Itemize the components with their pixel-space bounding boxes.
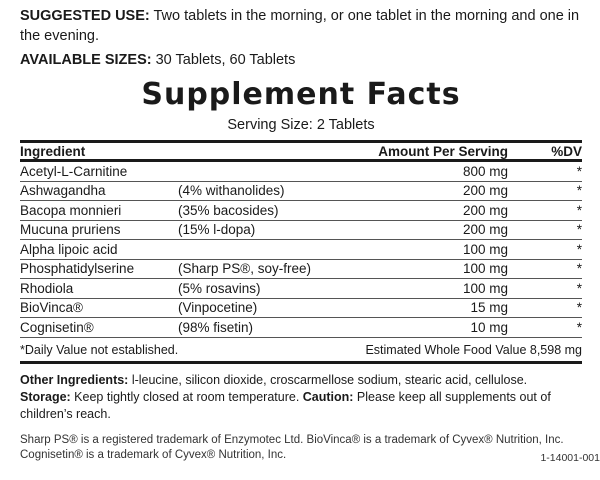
ingredient-row bbox=[20, 298, 582, 318]
other-ingredients bbox=[20, 372, 582, 389]
ingredient-name: Bacopa monnieri bbox=[20, 201, 178, 221]
ingredient-row bbox=[20, 259, 582, 279]
storage-text: Keep tightly closed at room temperature. bbox=[70, 389, 303, 404]
ingredient-name: BioVinca® bbox=[20, 298, 178, 318]
ingredient-desc: (5% rosavins) bbox=[178, 279, 368, 299]
ingredient-dv: * bbox=[508, 181, 582, 201]
ingredient-desc: (15% l-dopa) bbox=[178, 220, 368, 240]
ingredient-desc: (Sharp PS®, soy-free) bbox=[178, 259, 368, 279]
ingredient-amount: 100 mg bbox=[368, 279, 508, 299]
trademark-line-1: Sharp PS® is a registered trademark of Enzymotec Ltd. BioVinca® is a trademark of Cyvex® Nutrition, Inc. bbox=[20, 433, 564, 446]
ingredient-amount: 10 mg bbox=[368, 318, 508, 338]
ingredient-amount: 200 mg bbox=[368, 181, 508, 201]
ingredient-name: Acetyl-L-Carnitine bbox=[20, 161, 178, 182]
ingredient-name: Alpha lipoic acid bbox=[20, 240, 178, 260]
trademark-notice bbox=[20, 433, 582, 463]
ingredient-amount: 15 mg bbox=[368, 298, 508, 318]
ingredient-row bbox=[20, 220, 582, 240]
ingredient-desc: (35% bacosides) bbox=[178, 201, 368, 221]
ingredient-row bbox=[20, 181, 582, 201]
ingredient-desc bbox=[178, 161, 368, 182]
storage bbox=[20, 389, 582, 423]
caution-label: Caution: bbox=[302, 389, 354, 404]
ingredient-dv: * bbox=[508, 279, 582, 299]
ingredient-name: Ashwagandha bbox=[20, 181, 178, 201]
storage-label: Storage: bbox=[20, 389, 71, 404]
available-sizes-text: 30 Tablets, 60 Tablets bbox=[151, 52, 296, 68]
ingredient-dv: * bbox=[508, 161, 582, 182]
facts-footnote bbox=[20, 338, 582, 364]
ingredient-row bbox=[20, 318, 582, 338]
caution-text: Please keep all supplements out of children’s reach. bbox=[20, 389, 551, 421]
ingredient-dv: * bbox=[508, 240, 582, 260]
available-sizes-label: AVAILABLE SIZES: bbox=[20, 52, 152, 68]
ingredient-dv: * bbox=[508, 298, 582, 318]
ingredient-amount: 200 mg bbox=[368, 201, 508, 221]
ingredient-name: Cognisetin® bbox=[20, 318, 178, 338]
ingredient-row bbox=[20, 240, 582, 260]
header-amount: Amount Per Serving bbox=[368, 142, 508, 161]
suggested-use-text: Two tablets in the morning, or one tablet in the morning and one in the evening. bbox=[20, 8, 580, 44]
ingredient-dv: * bbox=[508, 259, 582, 279]
food-value: Estimated Whole Food Value 8,598 mg bbox=[365, 342, 582, 357]
ingredient-desc bbox=[178, 240, 368, 260]
ingredient-desc: (Vinpocetine) bbox=[178, 298, 368, 318]
ingredient-row bbox=[20, 161, 582, 182]
facts-title: Supplement Facts bbox=[141, 77, 461, 112]
suggested-use bbox=[20, 6, 582, 46]
ingredient-amount: 200 mg bbox=[368, 220, 508, 240]
ingredient-amount: 100 mg bbox=[368, 259, 508, 279]
header-dv: %DV bbox=[508, 142, 582, 161]
ingredient-dv: * bbox=[508, 201, 582, 221]
ingredient-desc: (98% fisetin) bbox=[178, 318, 368, 338]
ingredient-name: Mucuna pruriens bbox=[20, 220, 178, 240]
product-code: 1-14001-001 bbox=[540, 452, 600, 464]
facts-header-row bbox=[20, 142, 582, 161]
ingredient-amount: 800 mg bbox=[368, 161, 508, 182]
other-info bbox=[20, 372, 582, 423]
ingredient-row bbox=[20, 279, 582, 299]
ingredient-row bbox=[20, 201, 582, 221]
label-panel bbox=[20, 6, 582, 463]
other-ingredients-label: Other Ingredients: bbox=[20, 372, 129, 387]
dv-note: *Daily Value not established. bbox=[20, 342, 179, 357]
ingredient-amount: 100 mg bbox=[368, 240, 508, 260]
serving-size: Serving Size: 2 Tablets bbox=[227, 117, 375, 133]
header-ingredient: Ingredient bbox=[20, 142, 178, 161]
suggested-use-label: SUGGESTED USE: bbox=[20, 8, 150, 24]
facts-table bbox=[20, 140, 582, 338]
ingredient-dv: * bbox=[508, 318, 582, 338]
trademark-line-2: Cognisetin® is a trademark of Cyvex® Nutrition, Inc. bbox=[20, 448, 287, 461]
ingredient-dv: * bbox=[508, 220, 582, 240]
ingredient-name: Rhodiola bbox=[20, 279, 178, 299]
header-spacer bbox=[178, 142, 368, 161]
available-sizes bbox=[20, 50, 582, 70]
ingredient-name: Phosphatidylserine bbox=[20, 259, 178, 279]
ingredient-desc: (4% withanolides) bbox=[178, 181, 368, 201]
other-ingredients-text: l-leucine, silicon dioxide, croscarmellose sodium, stearic acid, cellulose. bbox=[128, 372, 528, 387]
